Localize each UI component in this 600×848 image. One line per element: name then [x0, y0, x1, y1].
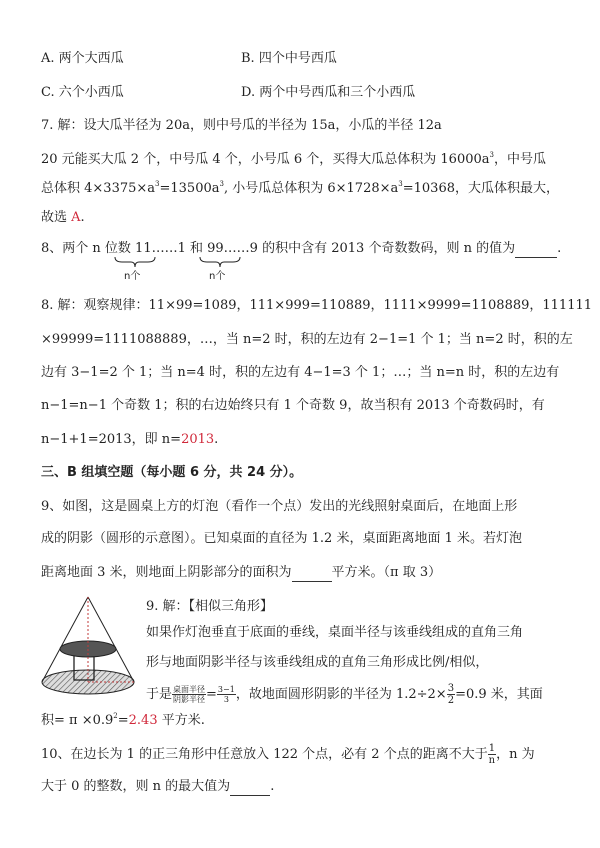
text: n−1+1=2013，即 n= [41, 432, 182, 447]
q10-line1 [41, 743, 535, 766]
q7-solution-line3 [41, 180, 559, 198]
numerator: 1 [488, 743, 496, 754]
answer-blank[interactable] [230, 781, 270, 796]
q8-solution-line5 [41, 431, 218, 449]
denominator: 2 [447, 695, 455, 706]
text: 大于 0 的整数，则 n 的最大值为 [41, 779, 231, 794]
text: =13500a [159, 181, 220, 196]
q9-solution-title: 9. 解：【相似三角形】 [146, 599, 274, 614]
q8-solution-line4: n−1=n−1 个奇数 1；积的右边始终只有 1 个奇数 9，故当积有 2013 个奇数码时，有 [41, 398, 545, 413]
q9-answer: 2.43 [128, 713, 158, 728]
section-heading: 三、B 组填空题（每小题 6 分，共 24 分）。 [41, 465, 303, 480]
q7-answer: A [71, 210, 81, 225]
q9-line3 [41, 564, 441, 582]
text: =0.9 米，其面 [455, 687, 543, 702]
text: ，中号瓜 [494, 152, 547, 167]
fraction-height-ratio [217, 685, 236, 704]
text: 故选 [41, 210, 72, 225]
text: 距离地面 3 米，则地面上阴影部分的面积为 [41, 565, 292, 580]
number-nines: 99……9 [207, 241, 258, 256]
brace-label-2: n个 [209, 271, 226, 282]
text: . [80, 210, 85, 225]
q9-solution-line4 [41, 712, 205, 730]
text: 8、两个 n 位数 [41, 241, 136, 256]
q7-solution-line4 [41, 209, 85, 227]
text: 积= π ×0.9 [41, 713, 114, 728]
denominator: 3 [223, 695, 229, 704]
numerator: 3−1 [217, 685, 235, 694]
text: , 小号瓜总体积为 6×1728×a [223, 181, 399, 196]
text: 的积中含有 2013 个奇数数码，则 n 的值为 [257, 241, 516, 256]
text: . [214, 432, 219, 447]
numerator: 3 [447, 683, 455, 694]
text: 20 元能买大瓜 2 个，中号瓜 4 个，小号瓜 6 个，买得大瓜总体积为 16000a [41, 152, 490, 167]
text: 于是 [146, 687, 173, 702]
q10-line2 [41, 778, 274, 796]
fraction-three-halves [447, 683, 455, 706]
fraction-one-over-n [488, 743, 496, 766]
q8-solution-line1: 8. 解：观察规律：11×99=1089，111×999=110889，1111×9999=1108889，111111 [41, 298, 593, 313]
answer-blank[interactable] [515, 243, 557, 258]
number-ones: 11……1 [135, 241, 186, 256]
q9-line1: 9、如图，这是圆桌上方的灯泡（看作一个点）发出的光线照射桌面后，在地面上形 [41, 499, 518, 514]
text: =10368，大瓜体积最大， [402, 181, 559, 196]
q8-answer: 2013 [181, 432, 215, 447]
text: . [557, 241, 562, 256]
q7-solution-line1: 7. 解：设大瓜半径为 20a，则中号瓜的半径为 15a，小瓜的半径 12a [41, 118, 442, 133]
option-c: C. 六个小西瓜 [41, 85, 124, 100]
text: 和 [185, 241, 208, 256]
superscript: 3 [398, 180, 403, 188]
text: . [270, 779, 275, 794]
text: = [117, 713, 129, 728]
text: 平方米. [157, 713, 205, 728]
text: 总体积 4×3375×a [41, 181, 156, 196]
fraction-radius-ratio [172, 685, 206, 704]
superscript: 3 [155, 180, 160, 188]
text: ，故地面圆形阴影的半径为 1.2÷2× [235, 687, 447, 702]
answer-blank[interactable] [292, 567, 332, 582]
cone-shadow-diagram [36, 594, 140, 696]
superscript: 3 [489, 151, 494, 159]
q7-solution-line2 [41, 151, 546, 169]
superscript: 2 [113, 712, 118, 720]
q9-line2: 成的阴影（圆形的示意图）。已知桌面的直径为 1.2 米，桌面距离地面 1 米。若灯泡 [41, 531, 522, 546]
denominator: n [488, 755, 496, 766]
q8-solution-line3: 边有 3−1=2 个 1；当 n=4 时，积的左边有 4−1=3 个 1；…；当 n=n 时，积的左边有 [41, 365, 560, 380]
option-d: D. 两个中号西瓜和三个小西瓜 [241, 85, 416, 100]
brace-label-1: n个 [124, 271, 141, 282]
q9-solution-line3 [146, 683, 543, 706]
text: ，n 为 [496, 747, 535, 762]
q8-solution-line2: ×99999=1111088889，…，当 n=2 时，积的左边有 2−1=1 个 1；当 n=2 时，积的左 [41, 332, 573, 347]
text: 平方米。（π 取 3） [331, 565, 442, 580]
denominator: 阴影半径 [173, 695, 206, 704]
q9-solution-line1: 如果作灯泡垂直于底面的垂线，桌面半径与该垂线组成的直角三角 [146, 625, 524, 640]
text: = [206, 687, 217, 702]
q9-solution-line2: 形与地面阴影半径与该垂线组成的直角三角形成比例/相似， [146, 655, 489, 670]
text: 10、在边长为 1 的正三角形中任意放入 122 个点，必有 2 个点的距离不大于 [41, 747, 488, 762]
numerator: 桌面半径 [173, 685, 206, 694]
superscript: 3 [219, 180, 224, 188]
option-b: B. 四个中号西瓜 [241, 51, 337, 66]
option-a: A. 两个大西瓜 [41, 51, 124, 66]
